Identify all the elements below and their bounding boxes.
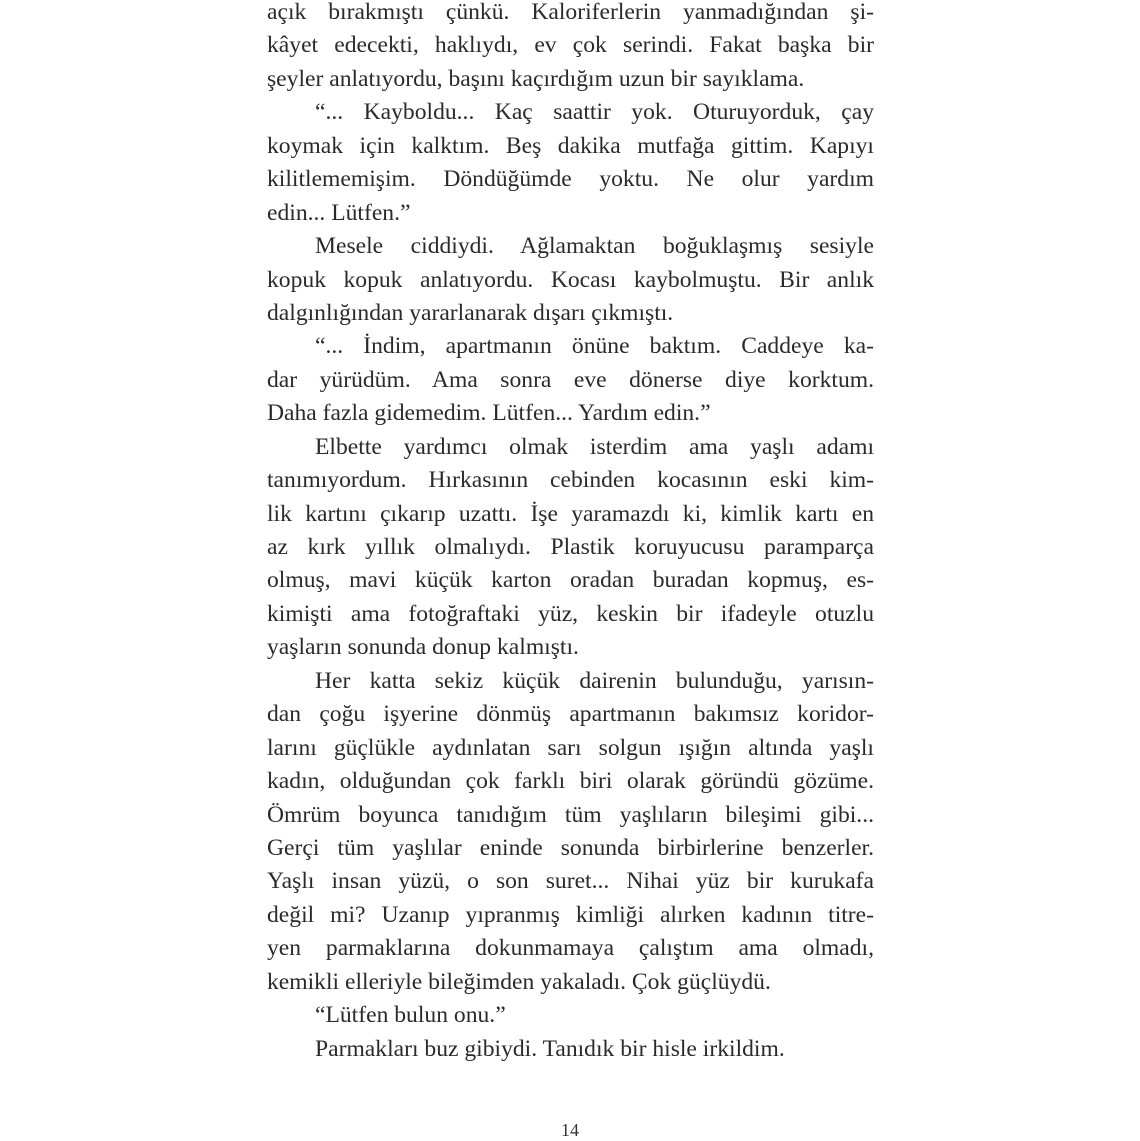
- text-line: “... Kayboldu... Kaç saattir yok. Oturuyorduk, çay: [315, 99, 874, 126]
- text-line: dan çoğu işyerine dönmüş apartmanın bakımsız koridor-: [267, 701, 874, 728]
- text-line: dalgınlığından yararlanarak dışarı çıkmıştı.: [267, 299, 674, 326]
- text-line: kopuk kopuk anlatıyordu. Kocası kaybolmuştu. Bir anlık: [267, 266, 874, 293]
- text-line: dar yürüdüm. Ama sonra eve dönerse diye korktum.: [267, 366, 874, 393]
- text-line: edin... Lütfen.”: [267, 199, 411, 226]
- text-line: Ömrüm boyunca tanıdığım tüm yaşlıların bileşimi gibi...: [267, 801, 874, 828]
- text-line: kimişti ama fotoğraftaki yüz, keskin bir ifadeyle otuzlu: [267, 600, 874, 627]
- text-line: “Lütfen bulun onu.”: [315, 1002, 506, 1029]
- text-line: larını güçlükle aydınlatan sarı solgun ışığın altında yaşlı: [267, 734, 874, 761]
- text-line: Mesele ciddiydi. Ağlamaktan boğuklaşmış sesiyle: [315, 233, 874, 260]
- text-line: Yaşlı insan yüzü, o son suret... Nihai yüz bir kurukafa: [267, 868, 874, 895]
- text-line: değil mi? Uzanıp yıpranmış kimliği alırken kadının titre-: [267, 901, 874, 928]
- text-line: kilitlememişim. Döndüğümde yoktu. Ne olur yardım: [267, 166, 874, 193]
- text-line: şeyler anlatıyordu, başını kaçırdığım uzun bir sayıklama.: [267, 65, 805, 92]
- text-line: tanımıyordum. Hırkasının cebinden kocasının eski kim-: [267, 467, 874, 494]
- text-line: Parmakları buz gibiydi. Tanıdık bir hisle irkildim.: [315, 1035, 785, 1062]
- text-line: Elbette yardımcı olmak isterdim ama yaşlı adamı: [315, 433, 874, 460]
- text-line: kadın, olduğundan çok farklı biri olarak göründü gözüme.: [267, 768, 874, 795]
- text-line: açık bırakmıştı çünkü. Kaloriferlerin yanmadığından şi-: [267, 0, 874, 25]
- text-line: kâyet edecekti, haklıydı, ev çok serindi. Fakat başka bir: [267, 32, 874, 59]
- body-text: [267, 0, 874, 1066]
- page-number: 14: [561, 1120, 579, 1140]
- text-line: kemikli elleriyle bileğimden yakaladı. Çok güçlüydü.: [267, 968, 771, 995]
- text-line: yen parmaklarına dokunmamaya çalıştım ama olmadı,: [267, 935, 874, 962]
- text-line: Her katta sekiz küçük dairenin bulunduğu, yarısın-: [315, 667, 874, 694]
- text-line: az kırk yıllık olmalıydı. Plastik koruyucusu paramparça: [267, 534, 874, 560]
- text-line: koymak için kalktım. Beş dakika mutfağa gittim. Kapıyı: [267, 132, 874, 159]
- text-line: yaşların sonunda donup kalmıştı.: [267, 634, 579, 661]
- text-line: olmuş, mavi küçük karton oradan buradan kopmuş, es-: [267, 567, 874, 594]
- text-line: Daha fazla gidemedim. Lütfen... Yardım edin.”: [267, 400, 711, 427]
- text-line: lik kartını çıkarıp uzattı. İşe yaramazdı ki, kimlik kartı en: [267, 500, 874, 527]
- text-line: Gerçi tüm yaşlılar eninde sonunda birbirlerine benzerler.: [267, 834, 874, 861]
- text-line: “... İndim, apartmanın önüne baktım. Caddeye ka-: [315, 333, 874, 360]
